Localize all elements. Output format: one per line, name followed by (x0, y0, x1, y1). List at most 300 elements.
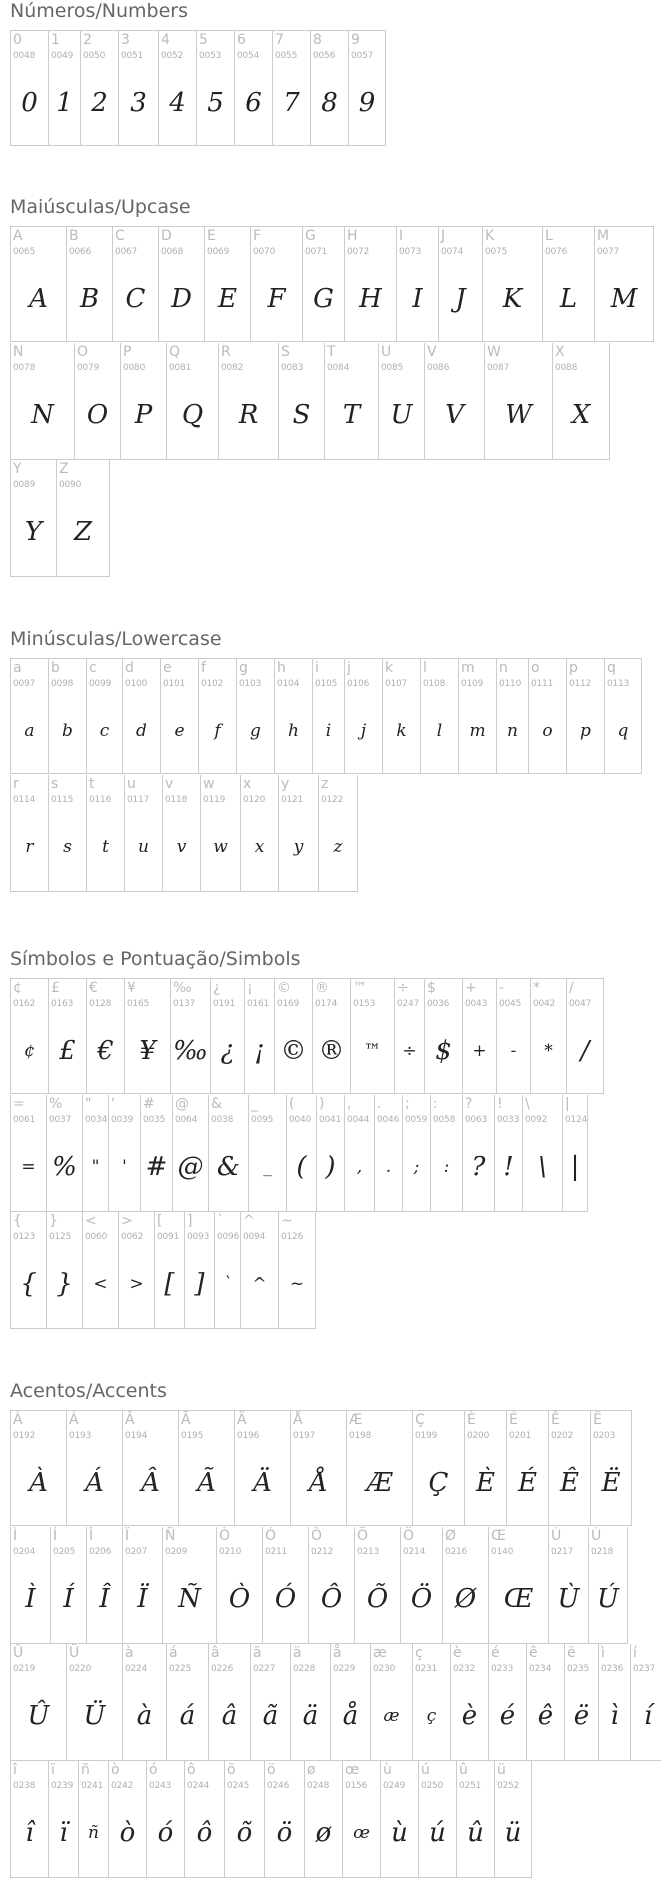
glyph-cell (330, 1644, 370, 1761)
glyph-code: 0067 (115, 247, 138, 257)
glyph-code: 0066 (69, 247, 92, 257)
glyph-sample: r (25, 837, 34, 857)
glyph-sample: w (213, 837, 228, 857)
glyph-sample: ' (122, 1157, 127, 1177)
glyph-code: 0207 (125, 1547, 148, 1557)
glyph-row (10, 978, 604, 1095)
glyph-char-label: Æ (349, 1412, 363, 1428)
glyph-char-label: Ò (219, 1528, 231, 1544)
glyph-cell (158, 30, 196, 146)
glyph-code: 0192 (13, 1431, 36, 1441)
glyph-char-label: å (333, 1645, 342, 1661)
glyph-code: 0053 (199, 51, 222, 61)
glyph-cell (248, 1095, 286, 1212)
glyph-char-label: 6 (237, 32, 246, 48)
glyph-code: 0219 (13, 1664, 36, 1674)
glyph-char-label: t (89, 776, 95, 792)
glyph-char-label: . (377, 1096, 382, 1112)
glyph-code: 0108 (423, 679, 446, 689)
glyph-code: 0220 (69, 1664, 92, 1674)
glyph-char-label: À (13, 1412, 23, 1428)
glyph-cell (46, 1095, 82, 1212)
glyph-char-label: O (77, 344, 89, 360)
glyph-cell (310, 30, 348, 146)
glyph-char-label: @ (175, 1096, 189, 1112)
glyph-char-label: T (327, 344, 336, 360)
glyph-code: 0106 (347, 679, 370, 689)
glyph-code: 0200 (467, 1431, 490, 1441)
glyph-cell (630, 1644, 661, 1761)
glyph-char-label: í (633, 1645, 637, 1661)
glyph-char-label: o (531, 660, 540, 676)
glyph-cell (450, 1644, 488, 1761)
glyph-sample: é (499, 1701, 516, 1731)
glyph-code: 0236 (601, 1664, 624, 1674)
glyph-sample: 7 (283, 88, 300, 118)
glyph-code: 0226 (211, 1664, 234, 1674)
glyph-code: 0249 (383, 1781, 406, 1791)
glyph-code: 0227 (253, 1664, 276, 1674)
glyph-char-label: p (569, 660, 578, 676)
glyph-code: 0203 (593, 1431, 616, 1441)
glyph-sample: F (267, 284, 286, 314)
glyph-code: 0162 (13, 999, 36, 1009)
glyph-char-label: É (509, 1412, 518, 1428)
glyph-char-label: ÷ (397, 980, 409, 996)
glyph-cell (10, 460, 56, 577)
glyph-sample: Î (99, 1584, 110, 1614)
glyph-sample: Q (181, 400, 204, 430)
glyph-char-label: [ (157, 1213, 163, 1229)
glyph-row (10, 30, 386, 147)
glyph-code: 0118 (165, 795, 188, 805)
glyph-sample: 4 (169, 88, 186, 118)
glyph-char-label: q (607, 660, 616, 676)
glyph-code: 0044 (347, 1115, 370, 1125)
glyph-char-label: ¢ (13, 980, 22, 996)
glyph-sample: | (570, 1152, 580, 1182)
glyph-cell (124, 978, 170, 1094)
glyph-char-label: S (281, 344, 290, 360)
glyph-cell (382, 658, 420, 774)
glyph-sample: R (238, 400, 259, 430)
glyph-code: 0244 (187, 1781, 210, 1791)
glyph-char-label: 2 (83, 32, 92, 48)
glyph-char-label: 4 (161, 32, 170, 48)
glyph-cell (108, 1761, 146, 1878)
glyph-code: 0228 (293, 1664, 316, 1674)
glyph-char-label: B (69, 228, 79, 244)
glyph-sample: ‰ (173, 1036, 208, 1066)
glyph-code: 0246 (267, 1781, 290, 1791)
glyph-code: 0077 (597, 247, 620, 257)
glyph-cell (494, 1095, 522, 1212)
glyph-cell (312, 658, 344, 774)
glyph-code: 0110 (499, 679, 522, 689)
glyph-char-label: æ (373, 1645, 387, 1661)
glyph-code: 0060 (85, 1232, 108, 1242)
glyph-sample: D (171, 284, 192, 314)
glyph-sample: " (91, 1157, 100, 1177)
glyph-char-label: ô (187, 1762, 196, 1778)
glyph-cell (308, 1527, 354, 1644)
glyph-sample: O (86, 400, 109, 430)
glyph-char-label: # (143, 1096, 155, 1112)
glyph-code: 0070 (253, 247, 276, 257)
glyph-code: 0090 (59, 480, 82, 490)
glyph-code: 0075 (485, 247, 508, 257)
glyph-row (10, 1644, 661, 1761)
glyph-code: 0078 (13, 363, 36, 373)
glyph-cell (10, 30, 48, 146)
glyph-cell (214, 1212, 240, 1329)
glyph-sample: I (412, 284, 423, 314)
glyph-row (10, 1212, 604, 1329)
glyph-code: 0087 (487, 363, 510, 373)
glyph-code: 0069 (207, 247, 230, 257)
glyph-sample: ? (471, 1152, 486, 1182)
glyph-cell (548, 1410, 590, 1526)
glyph-cell (304, 1761, 342, 1878)
glyph-code: 0224 (125, 1664, 148, 1674)
glyph-cell (196, 30, 234, 146)
glyph-code: 0080 (123, 363, 146, 373)
glyph-char-label: U (381, 344, 392, 360)
glyph-code: 0217 (551, 1547, 574, 1557)
glyph-cell (118, 30, 158, 146)
glyph-cell (82, 1212, 118, 1329)
glyph-sample: U (390, 400, 413, 430)
glyph-sample: f (214, 721, 221, 741)
glyph-code: 0213 (357, 1547, 380, 1557)
glyph-cell (236, 658, 274, 774)
glyph-char-label: Ô (311, 1528, 323, 1544)
glyph-code: 0043 (465, 999, 488, 1009)
glyph-sample: ã (262, 1701, 279, 1731)
glyph-char-label: 9 (351, 32, 360, 48)
glyph-sample: Ì (25, 1584, 36, 1614)
glyph-char-label: ü (497, 1762, 506, 1778)
glyph-cell (10, 775, 48, 892)
glyph-sample: Ø (454, 1584, 477, 1614)
glyph-sample: 3 (130, 88, 147, 118)
glyph-char-label: ø (307, 1762, 316, 1778)
glyph-char-label: R (221, 344, 231, 360)
glyph-sample: œ (353, 1823, 370, 1843)
glyph-sample: Ö (410, 1584, 433, 1614)
glyph-char-label: Ñ (165, 1528, 176, 1544)
glyph-cell (200, 775, 240, 892)
glyph-code: 0103 (239, 679, 262, 689)
glyph-char-label: õ (227, 1762, 236, 1778)
glyph-code: 0165 (127, 999, 150, 1009)
glyph-sample: ì (610, 1701, 619, 1731)
glyph-sample: m (469, 721, 486, 741)
glyph-sample: ( (296, 1152, 307, 1182)
glyph-sample: g (250, 721, 261, 741)
glyph-code: 0201 (509, 1431, 532, 1441)
glyph-sample: * (544, 1041, 553, 1061)
glyph-char-label: $ (427, 980, 436, 996)
section-3 (10, 948, 604, 1329)
glyph-sample: à (136, 1701, 153, 1731)
glyph-sample: % (52, 1152, 77, 1182)
glyph-code: 0210 (219, 1547, 242, 1557)
glyph-char-label: ö (267, 1762, 276, 1778)
glyph-cell (124, 775, 162, 892)
glyph-cell (604, 658, 642, 774)
glyph-sample: Å (309, 1468, 328, 1498)
glyph-sample: ÷ (402, 1041, 417, 1061)
glyph-cell (216, 1527, 262, 1644)
glyph-code: 0047 (569, 999, 592, 1009)
glyph-code: 0064 (175, 1115, 198, 1125)
glyph-char-label: < (85, 1213, 97, 1229)
glyph-sample: ç (426, 1706, 437, 1726)
glyph-sample: $ (435, 1036, 452, 1066)
glyph-char-label: Z (59, 461, 69, 477)
glyph-code: 0199 (415, 1431, 438, 1441)
glyph-cell (346, 1410, 412, 1526)
glyph-sample: p (580, 721, 591, 741)
glyph-cell (78, 1761, 108, 1878)
glyph-cell (208, 1644, 250, 1761)
glyph-cell (66, 226, 112, 342)
glyph-cell (48, 775, 86, 892)
glyph-char-label: © (277, 980, 291, 996)
glyph-char-label: Ì (13, 1528, 18, 1544)
glyph-code: 0238 (13, 1781, 36, 1791)
glyph-char-label: Q (169, 344, 181, 360)
glyph-char-label: ( (289, 1096, 295, 1112)
glyph-sample: Ú (597, 1584, 619, 1614)
glyph-code: 0071 (305, 247, 328, 257)
glyph-sample: - (510, 1041, 517, 1061)
glyph-sample: y (293, 837, 304, 857)
glyph-char-label: m (461, 660, 475, 676)
glyph-sample: Ù (557, 1584, 580, 1614)
glyph-sample: ¿ (220, 1036, 235, 1066)
glyph-sample: ø (315, 1818, 332, 1848)
glyph-code: 0042 (533, 999, 556, 1009)
glyph-char-label: & (211, 1096, 222, 1112)
glyph-code: 0252 (497, 1781, 520, 1791)
glyph-cell (590, 1410, 632, 1526)
glyph-char-label: œ (345, 1762, 360, 1778)
glyph-char-label: 7 (275, 32, 284, 48)
glyph-code: 0096 (217, 1232, 240, 1242)
glyph-sample: É (518, 1468, 537, 1498)
glyph-sample: © (280, 1036, 307, 1066)
glyph-sample: z (333, 837, 343, 857)
glyph-code: 0204 (13, 1547, 36, 1557)
glyph-cell (348, 30, 386, 146)
glyph-row (10, 1761, 661, 1878)
glyph-char-label: ï (51, 1762, 55, 1778)
glyph-char-label: } (49, 1213, 58, 1229)
glyph-cell (162, 1527, 216, 1644)
glyph-char-label: C (115, 228, 125, 244)
glyph-cell (396, 226, 438, 342)
glyph-code: 0124 (565, 1115, 588, 1125)
glyph-char-label: P (123, 344, 132, 360)
glyph-sample: ò (119, 1818, 136, 1848)
section-title: Números/Numbers (10, 0, 188, 22)
glyph-char-label: ' (111, 1096, 115, 1112)
glyph-sample: á (179, 1701, 196, 1731)
glyph-char-label: M (597, 228, 610, 244)
glyph-code: 0211 (265, 1547, 288, 1557)
glyph-cell (430, 1095, 462, 1212)
glyph-cell (154, 1212, 184, 1329)
glyph-char-label: Œ (491, 1528, 506, 1544)
glyph-char-label: ó (149, 1762, 158, 1778)
glyph-cell (140, 1095, 172, 1212)
glyph-sample: ! (503, 1152, 514, 1182)
glyph-sample: ] (194, 1269, 205, 1299)
glyph-code: 0197 (293, 1431, 316, 1441)
glyph-sample: Ê (560, 1468, 579, 1498)
glyph-char-label: c (89, 660, 97, 676)
glyph-code: 0088 (555, 363, 578, 373)
glyph-sample: < (93, 1274, 108, 1294)
glyph-cell (172, 1095, 208, 1212)
glyph-cell (224, 1761, 264, 1878)
glyph-char-label: : (433, 1096, 438, 1112)
glyph-sample: È (476, 1468, 495, 1498)
glyph-code: 0119 (203, 795, 226, 805)
glyph-sample: : (443, 1157, 450, 1177)
glyph-char-label: ù (383, 1762, 392, 1778)
glyph-code: 0059 (405, 1115, 428, 1125)
glyph-char-label: ] (187, 1213, 193, 1229)
glyph-cell (290, 1644, 330, 1761)
glyph-char-label: " (85, 1096, 92, 1112)
glyph-char-label: È (467, 1412, 476, 1428)
glyph-code: 0045 (499, 999, 522, 1009)
glyph-char-label: b (51, 660, 60, 676)
glyph-code: 0038 (211, 1115, 234, 1125)
glyph-cell (10, 658, 48, 774)
glyph-sample: c (99, 721, 110, 741)
glyph-char-label: H (347, 228, 358, 244)
glyph-sample: Ü (83, 1701, 106, 1731)
glyph-code: 0036 (427, 999, 450, 1009)
glyph-cell (278, 1212, 316, 1329)
glyph-cell (420, 658, 458, 774)
glyph-sample: a (24, 721, 35, 741)
glyph-char-label: ñ (81, 1762, 90, 1778)
glyph-code: 0174 (315, 999, 338, 1009)
glyph-char-label: Ï (125, 1528, 130, 1544)
glyph-sample: Í (63, 1584, 74, 1614)
glyph-sample: ® (318, 1036, 345, 1066)
glyph-code: 0040 (289, 1115, 312, 1125)
glyph-code: 0140 (491, 1547, 514, 1557)
glyph-code: 0233 (491, 1664, 514, 1674)
glyph-code: 0061 (13, 1115, 36, 1125)
glyph-code: 0123 (13, 1232, 36, 1242)
glyph-code: 0068 (161, 247, 184, 257)
glyph-char-label: Í (53, 1528, 58, 1544)
glyph-cell (312, 978, 350, 1094)
glyph-char-label: 0 (13, 32, 22, 48)
glyph-char-label: K (485, 228, 495, 244)
glyph-sample: A (29, 284, 48, 314)
glyph-code: 0229 (333, 1664, 356, 1674)
glyph-char-label: , (347, 1096, 352, 1112)
glyph-sample: Ó (274, 1584, 297, 1614)
glyph-sample: # (145, 1152, 168, 1182)
glyph-cell (262, 1527, 308, 1644)
glyph-cell (10, 226, 66, 342)
glyph-sample: v (176, 837, 187, 857)
glyph-code: 0091 (157, 1232, 180, 1242)
glyph-cell (506, 1410, 548, 1526)
glyph-cell (318, 775, 358, 892)
glyph-row (10, 226, 654, 343)
glyph-cell (354, 1527, 400, 1644)
glyph-code: 0074 (441, 247, 464, 257)
glyph-char-label: > (121, 1213, 133, 1229)
glyph-cell (198, 658, 236, 774)
glyph-row (10, 1527, 661, 1644)
glyph-char-label: E (207, 228, 216, 244)
glyph-sample: ¥ (139, 1036, 156, 1066)
glyph-cell (264, 1761, 304, 1878)
glyph-cell (184, 1761, 224, 1878)
glyph-code: 0052 (161, 51, 184, 61)
glyph-cell (118, 1212, 154, 1329)
glyph-cell (218, 343, 278, 460)
glyph-cell (10, 1095, 46, 1212)
glyph-char-label: a (13, 660, 22, 676)
glyph-cell (160, 658, 198, 774)
glyph-cell (464, 1410, 506, 1526)
glyph-cell (274, 658, 312, 774)
glyph-char-label: ú (421, 1762, 430, 1778)
glyph-code: 0073 (399, 247, 422, 257)
glyph-char-label: N (13, 344, 24, 360)
glyph-code: 0104 (277, 679, 300, 689)
glyph-cell (146, 1761, 184, 1878)
glyph-char-label: Õ (357, 1528, 369, 1544)
glyph-char-label: r (13, 776, 19, 792)
glyph-code: 0212 (311, 1547, 334, 1557)
glyph-cell (234, 30, 272, 146)
glyph-code: 0216 (445, 1547, 468, 1557)
glyph-code: 0076 (545, 247, 568, 257)
glyph-sample: € (97, 1036, 114, 1066)
glyph-cell (278, 343, 324, 460)
glyph-sample: & (216, 1152, 241, 1182)
glyph-code: 0102 (201, 679, 224, 689)
glyph-cell (484, 343, 552, 460)
glyph-char-label: Y (13, 461, 22, 477)
glyph-cell (66, 1644, 122, 1761)
glyph-sample: û (467, 1818, 484, 1848)
glyph-cell (594, 226, 654, 342)
glyph-sample: Â (141, 1468, 160, 1498)
glyph-char-label: Ç (415, 1412, 425, 1428)
glyph-code: 0206 (89, 1547, 112, 1557)
glyph-cell (418, 1761, 456, 1878)
glyph-code: 0092 (525, 1115, 548, 1125)
glyph-cell (588, 1527, 628, 1644)
glyph-cell (462, 978, 496, 1094)
glyph-cell (458, 658, 496, 774)
glyph-char-label: ! (497, 1096, 503, 1112)
